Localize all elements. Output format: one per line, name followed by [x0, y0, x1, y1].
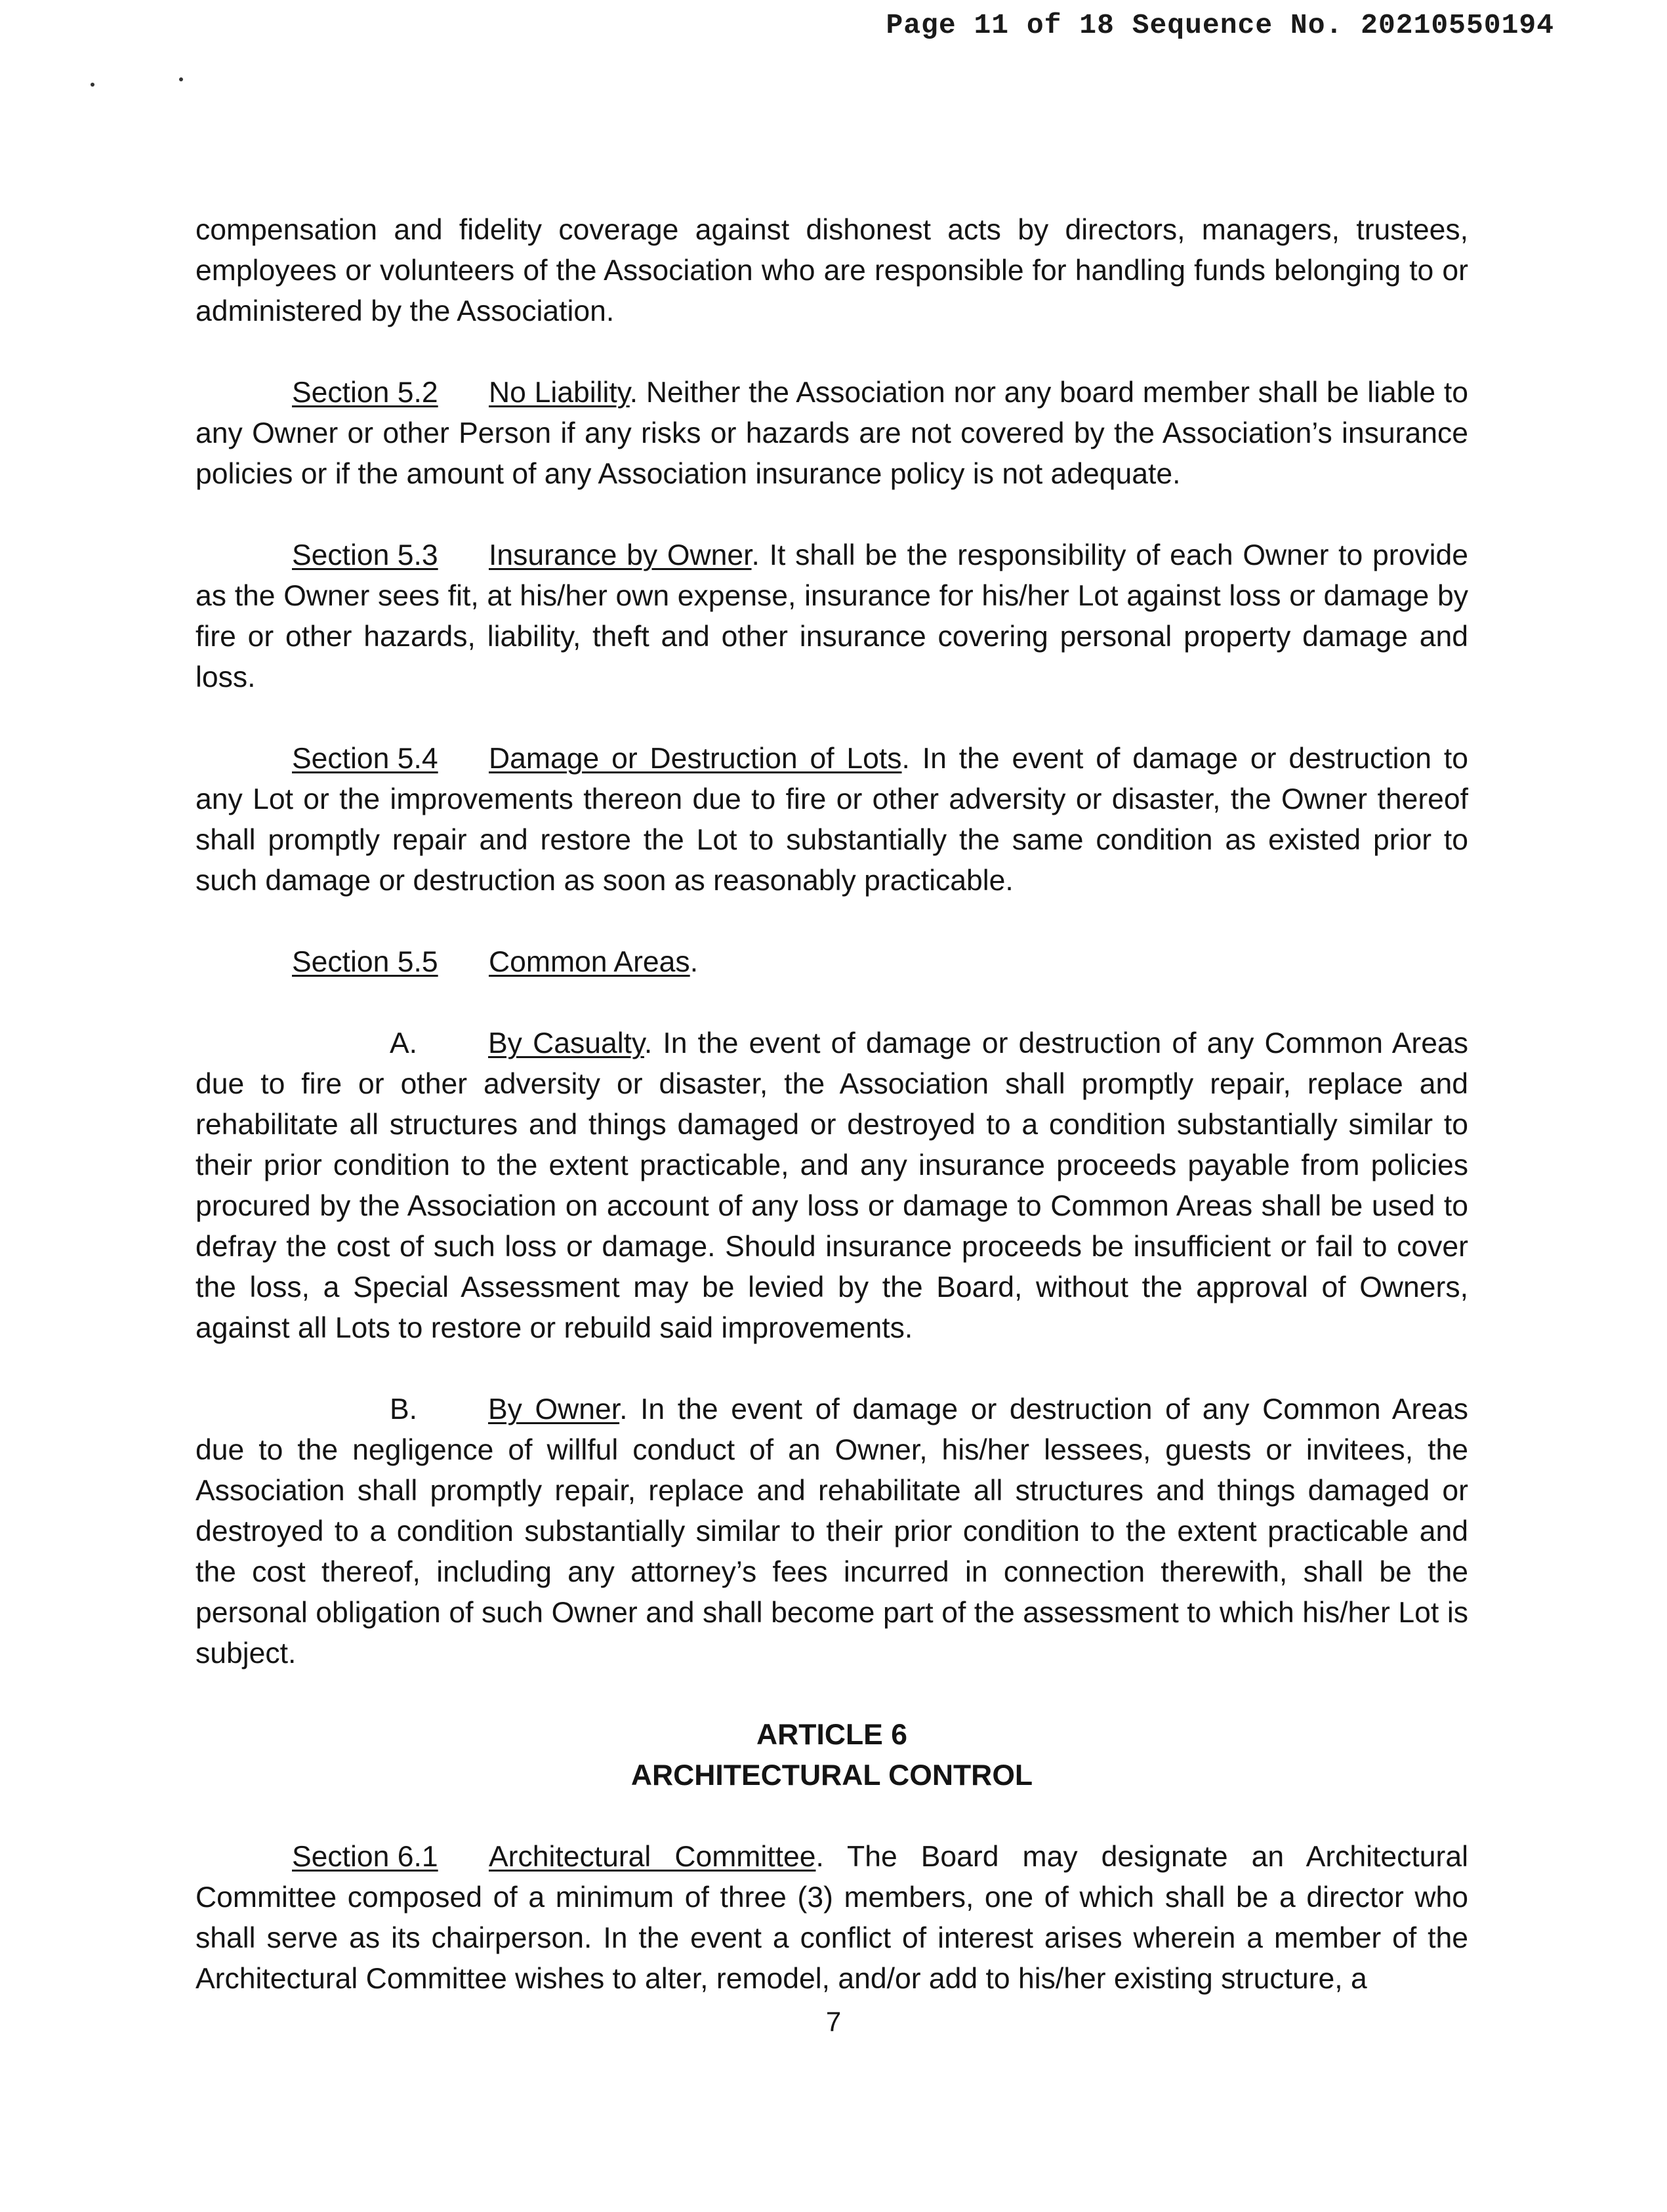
section-5-5-number: Section 5.5 — [292, 946, 438, 978]
section-5-4 — [196, 739, 1468, 901]
section-5-5-a-body: . In the event of damage or destruction of any Common Areas due to fire or other adversity or disaster, the Association shall promptly repair, replace and rehabilitate all structures and things damaged or destroyed to a condition substantially similar to their prior condition to the extent practicable, and any insurance proceeds payable from policies procured by the Association on account of any loss or damage to Common Areas shall be used to defray the cost of such loss or damage. Should insurance proceeds be insufficient or fail to cover the loss, a Special Assessment may be levied by the Board, without the approval of Owners, against all Lots to restore or rebuild said improvements. — [196, 1027, 1468, 1344]
section-5-2-number: Section 5.2 — [292, 377, 438, 409]
section-6-1 — [196, 1837, 1468, 1999]
intro-paragraph: compensation and fidelity coverage against dishonest acts by directors, managers, trustees, employees or volunteers of the Association who are responsible for handling funds belonging to or administered by the Association. — [196, 214, 1468, 327]
section-5-5 — [196, 942, 1468, 983]
page-number: 7 — [825, 2006, 842, 2037]
section-5-5-a — [196, 1023, 1468, 1349]
article-number: ARTICLE 6 — [756, 1719, 907, 1751]
section-5-5-a-letter: A. — [390, 1027, 418, 1059]
section-5-3 — [196, 535, 1468, 698]
section-6-1-heading: Architectural Committee — [489, 1841, 816, 1873]
section-5-3-number: Section 5.3 — [292, 539, 438, 571]
section-5-5-a-heading: By Casualty — [488, 1027, 644, 1059]
scan-speck-left — [91, 83, 94, 87]
document-body — [196, 210, 1468, 2040]
section-5-5-b-heading: By Owner — [488, 1393, 620, 1425]
section-5-3-heading: Insurance by Owner — [489, 539, 752, 571]
section-5-2-body: . Neither the Association nor any board member shall be liable to any Owner or other Person if any risks or hazards are not covered by the Association’s insurance policies or if the amount of any Association insurance policy is not adequate. — [196, 377, 1468, 490]
section-5-3-body: . It shall be the responsibility of each Owner to provide as the Owner sees fit, at his/her own expense, insurance for his/her Lot against loss or damage by fire or other hazards, liability, theft and other insurance covering personal property damage and loss. — [196, 539, 1468, 693]
section-5-2-heading: No Liability — [489, 377, 630, 409]
section-5-4-heading: Damage or Destruction of Lots — [489, 743, 902, 775]
article-6-heading — [196, 1715, 1468, 1796]
section-6-1-body: . The Board may designate an Architectural Committee composed of a minimum of three (3) members, one of which shall be a director who shall serve as its chairperson. In the event a conflict of interest arises wherein a member of the Architectural Committee wishes to alter, remodel, and/or add to his/her existing structure, a — [196, 1841, 1468, 1995]
article-title: ARCHITECTURAL CONTROL — [630, 1759, 1033, 1792]
page-header: Page 11 of 18 Sequence No. 20210550194 — [886, 9, 1554, 41]
section-5-2 — [196, 373, 1468, 495]
scan-speck-right — [179, 77, 183, 81]
section-5-4-number: Section 5.4 — [292, 743, 438, 775]
section-5-5-b-letter: B. — [390, 1393, 418, 1425]
section-6-1-number: Section 6.1 — [292, 1841, 438, 1873]
section-5-5-b-body: . In the event of damage or destruction of any Common Areas due to the negligence of willful conduct of an Owner, his/her lessees, guests or invitees, the Association shall promptly repair, replace and rehabilitate all structures and things damaged or destroyed to a condition substantially similar to their prior condition to the extent practicable and the cost thereof, including any attorney’s fees incurred in connection therewith, shall be the personal obligation of such Owner and shall become part of the assessment to which his/her Lot is subject. — [196, 1393, 1468, 1669]
section-5-5-b — [196, 1389, 1468, 1674]
section-5-4-body: . In the event of damage or destruction to any Lot or the improvements thereon due to fire or other adversity or disaster, the Owner thereof shall promptly repair and restore the Lot to substantially the same condition as existed prior to such damage or destruction as soon as reasonably practicable. — [196, 743, 1468, 897]
section-5-5-heading: Common Areas — [489, 946, 690, 978]
section-5-5-body: . — [689, 946, 699, 978]
